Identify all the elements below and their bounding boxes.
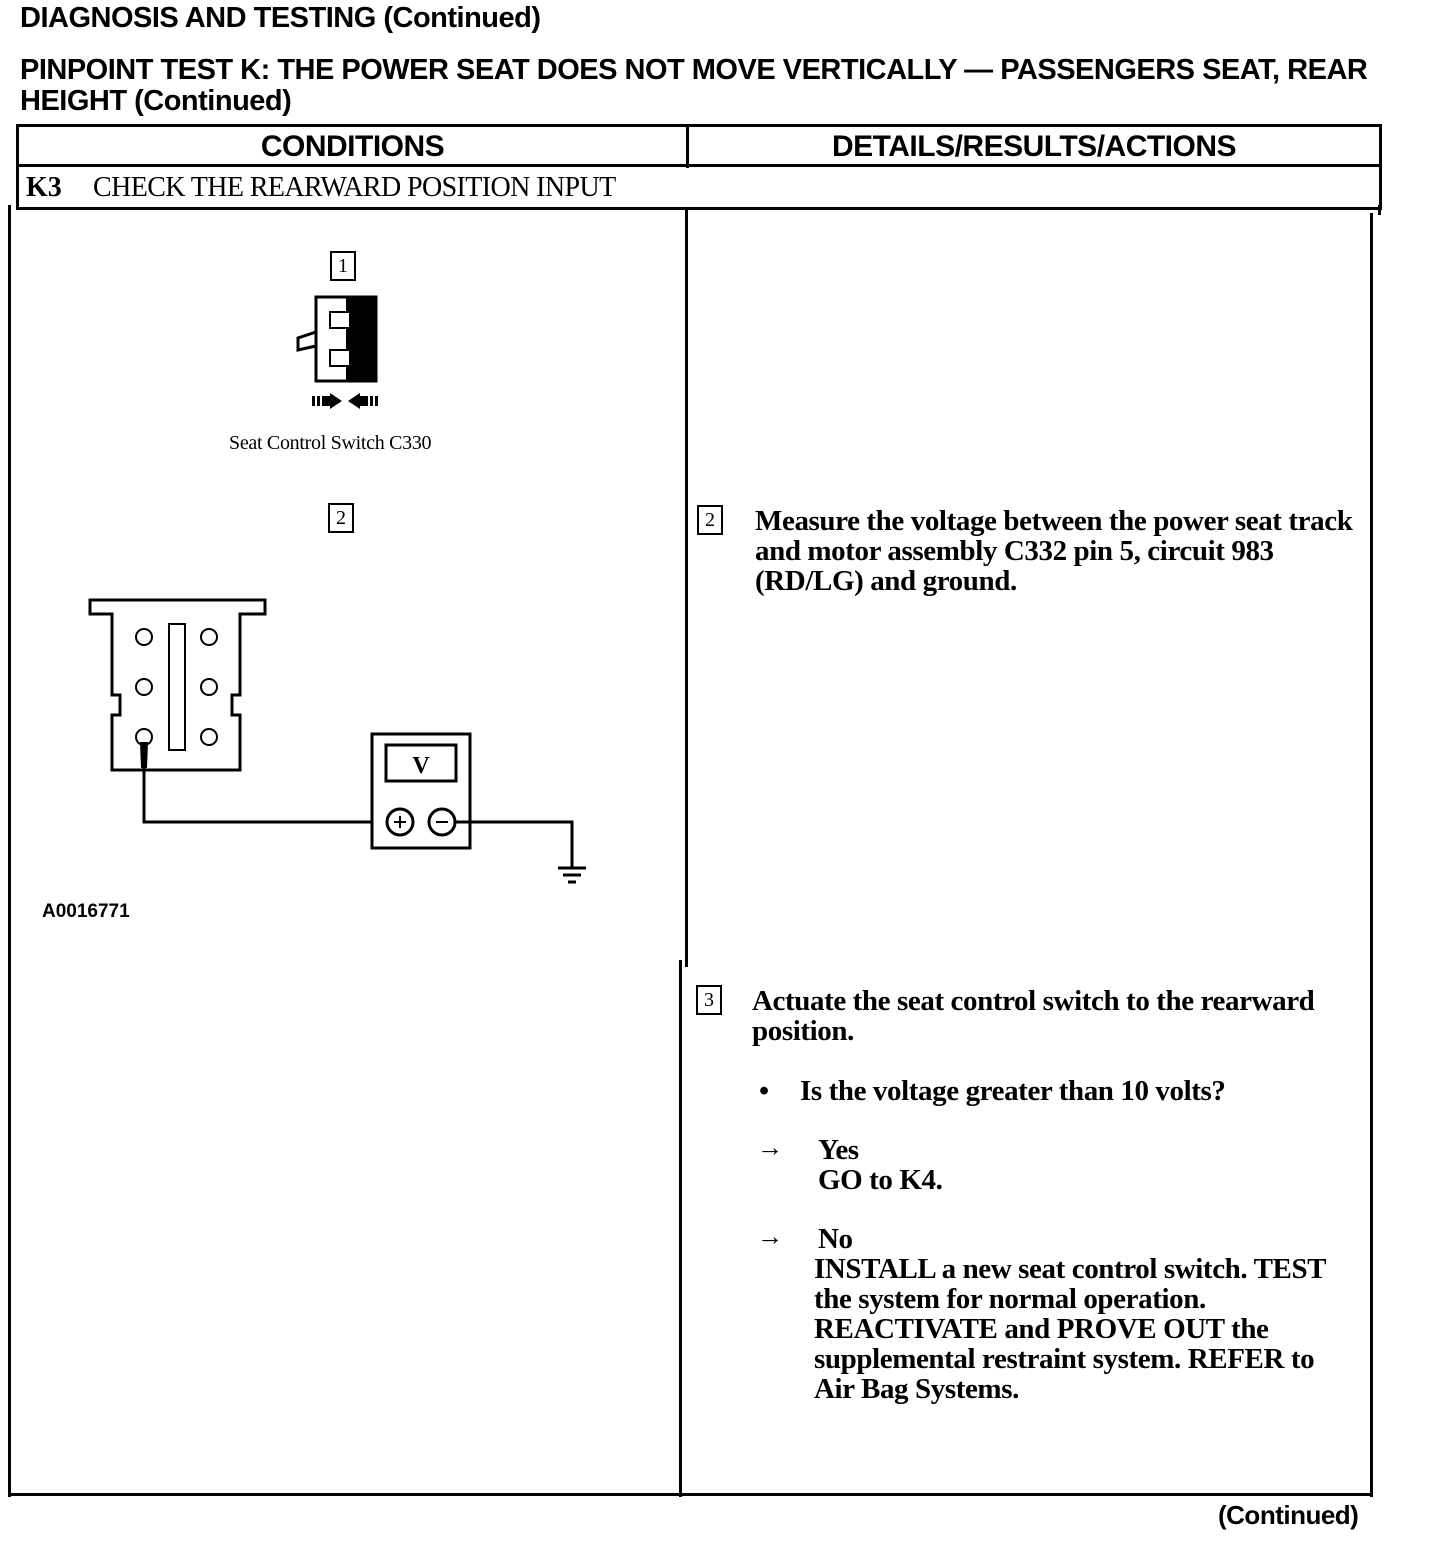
right-border-top (1378, 205, 1381, 215)
figure-id: A0016771 (42, 901, 130, 922)
step-2-box: 2 (697, 505, 723, 535)
page-header-title: DIAGNOSIS AND TESTING (Continued) (20, 2, 541, 34)
continued-footer: (Continued) (1218, 1500, 1359, 1530)
no-arrow-icon: → (757, 1222, 783, 1251)
voltage-measurement-diagram (80, 590, 600, 890)
question-bullet: • (759, 1075, 769, 1107)
step-title: CHECK THE REARWARD POSITION INPUT (93, 172, 616, 203)
result-no-label: No (818, 1223, 853, 1255)
step-2-text: Measure the voltage between the power seat track and motor assembly C332 pin 5, circuit 983 (RD/LG) and ground. (755, 505, 1353, 597)
direction-arrows-icon (312, 393, 378, 409)
figure-callout-2: 2 (328, 503, 354, 533)
left-border (8, 205, 11, 1497)
connector-c332-icon (90, 600, 265, 770)
result-yes-action: GO to K4. (818, 1164, 943, 1196)
column-divider-upper (685, 207, 688, 967)
ground-icon (455, 822, 586, 882)
table-bottom-border (8, 1493, 1373, 1496)
figure-callout-1: 1 (330, 251, 356, 281)
seat-control-switch-icon (290, 292, 390, 414)
step-3-box: 3 (696, 985, 722, 1015)
switch-caption: Seat Control Switch C330 (229, 432, 432, 454)
column-header-conditions: CONDITIONS (260, 130, 445, 163)
step-3-text: Actuate the seat control switch to the rearward position. (752, 985, 1315, 1047)
question-text: Is the voltage greater than 10 volts? (800, 1075, 1226, 1107)
column-divider-lower (679, 960, 682, 1497)
result-no-action: INSTALL a new seat control switch. TEST the system for normal operation. REACTIVATE and PROVE OUT the supplemental restraint system. REFER to Air Bag Systems. (814, 1253, 1326, 1405)
right-border (1370, 213, 1373, 1497)
meter-display-label: V (412, 753, 430, 779)
step-id: K3 (26, 172, 62, 203)
result-yes-label: Yes (818, 1134, 859, 1166)
pinpoint-test-title: PINPOINT TEST K: THE POWER SEAT DOES NOT MOVE VERTICALLY — PASSENGERS SEAT, REAR HEIGHT (Continued) (20, 54, 1368, 117)
column-header-details: DETAILS/RESULTS/ACTIONS (831, 130, 1237, 163)
voltmeter-icon (372, 734, 470, 848)
yes-arrow-icon: → (757, 1133, 783, 1162)
